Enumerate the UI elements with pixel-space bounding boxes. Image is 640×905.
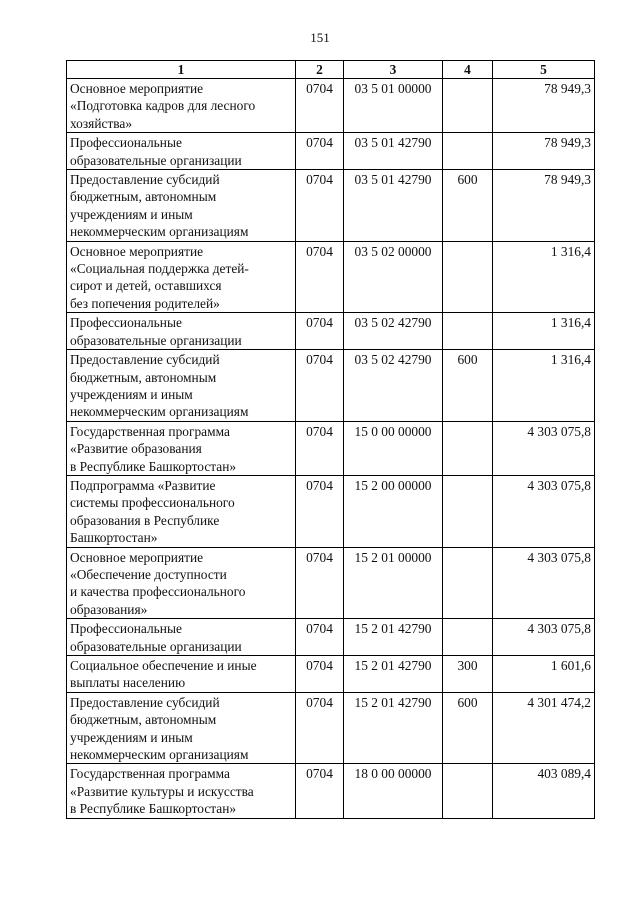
row-amount-cell: 4 303 075,8 — [493, 619, 595, 656]
row-type-cell — [443, 475, 493, 547]
table-row — [67, 764, 595, 818]
row-name-line: учреждениям и иным — [70, 729, 193, 745]
row-section-cell: 0704 — [296, 619, 344, 656]
row-name-line: Профессиональные — [70, 135, 182, 151]
row-amount-cell: 4 303 075,8 — [493, 421, 595, 475]
row-amount-cell: 1 316,4 — [493, 350, 595, 422]
row-name-line: бюджетным, автономным — [70, 712, 217, 728]
row-name-cell — [67, 619, 296, 656]
table-row — [67, 241, 595, 313]
table-body — [67, 79, 595, 819]
row-amount-cell: 78 949,3 — [493, 170, 595, 242]
row-amount-cell: 4 303 075,8 — [493, 547, 595, 619]
row-code-cell: 03 5 01 42790 — [344, 170, 443, 242]
row-amount-cell: 78 949,3 — [493, 79, 595, 133]
row-name-cell — [67, 692, 296, 764]
table-row — [67, 475, 595, 547]
row-name-line: образования в Республике — [70, 512, 220, 528]
row-name-line: Профессиональные — [70, 315, 182, 331]
row-type-cell — [443, 421, 493, 475]
row-code-cell: 03 5 02 42790 — [344, 313, 443, 350]
row-name-cell — [67, 79, 296, 133]
row-name-line: «Обеспечение доступности — [70, 566, 227, 582]
row-type-cell — [443, 547, 493, 619]
row-name-line: Государственная программа — [70, 766, 230, 782]
row-code-cell: 15 2 01 42790 — [344, 619, 443, 656]
row-section-cell: 0704 — [296, 547, 344, 619]
row-type-cell — [443, 313, 493, 350]
row-name-line: Профессиональные — [70, 621, 182, 637]
row-name-cell — [67, 241, 296, 313]
row-section-cell: 0704 — [296, 475, 344, 547]
row-section-cell: 0704 — [296, 656, 344, 693]
row-type-cell: 300 — [443, 656, 493, 693]
header-col-2: 2 — [296, 61, 344, 79]
row-name-line: бюджетным, автономным — [70, 369, 217, 385]
row-name-line: «Развитие культуры и искусства — [70, 783, 254, 799]
row-amount-cell: 1 316,4 — [493, 241, 595, 313]
row-name-line: сирот и детей, оставшихся — [70, 278, 222, 294]
row-name-line: образовательные организации — [70, 152, 242, 168]
row-name-line: Предоставление субсидий — [70, 172, 220, 188]
row-name-line: некоммерческим организациям — [70, 747, 249, 763]
row-name-line: без попечения родителей» — [70, 295, 220, 311]
row-section-cell: 0704 — [296, 421, 344, 475]
table-row — [67, 79, 595, 133]
row-name-cell — [67, 170, 296, 242]
row-amount-cell: 1 601,6 — [493, 656, 595, 693]
row-name-cell — [67, 421, 296, 475]
row-name-line: Предоставление субсидий — [70, 352, 220, 368]
table-row — [67, 692, 595, 764]
row-name-line: хозяйства» — [70, 115, 133, 131]
row-name-line: Основное мероприятие — [70, 243, 204, 259]
table-row — [67, 421, 595, 475]
row-code-cell: 03 5 01 00000 — [344, 79, 443, 133]
row-name-line: Предоставление субсидий — [70, 694, 220, 710]
row-amount-cell: 403 089,4 — [493, 764, 595, 818]
row-name-cell — [67, 313, 296, 350]
row-amount-cell: 78 949,3 — [493, 133, 595, 170]
header-col-1: 1 — [67, 61, 296, 79]
row-code-cell: 15 2 01 00000 — [344, 547, 443, 619]
row-name-line: образовательные организации — [70, 332, 242, 348]
table-row — [67, 619, 595, 656]
row-type-cell — [443, 133, 493, 170]
row-name-line: Основное мероприятие — [70, 81, 204, 96]
row-code-cell: 03 5 02 00000 — [344, 241, 443, 313]
row-name-line: в Республике Башкортостан» — [70, 458, 237, 474]
header-col-4: 4 — [443, 61, 493, 79]
table-row — [67, 133, 595, 170]
row-amount-cell: 4 301 474,2 — [493, 692, 595, 764]
row-type-cell: 600 — [443, 350, 493, 422]
header-col-5: 5 — [493, 61, 595, 79]
row-section-cell: 0704 — [296, 692, 344, 764]
row-name-line: Государственная программа — [70, 423, 230, 439]
table-row — [67, 350, 595, 422]
row-code-cell: 15 2 01 42790 — [344, 692, 443, 764]
row-name-line: и качества профессионального — [70, 584, 246, 600]
row-name-cell — [67, 475, 296, 547]
row-name-cell — [67, 350, 296, 422]
row-name-cell — [67, 764, 296, 818]
row-code-cell: 18 0 00 00000 — [344, 764, 443, 818]
row-section-cell: 0704 — [296, 133, 344, 170]
row-amount-cell: 4 303 075,8 — [493, 475, 595, 547]
row-name-line: бюджетным, автономным — [70, 189, 217, 205]
budget-table — [66, 60, 595, 819]
row-name-line: «Развитие образования — [70, 441, 202, 457]
row-name-line: системы профессионального — [70, 495, 235, 511]
table-row — [67, 313, 595, 350]
row-name-line: некоммерческим организациям — [70, 404, 249, 420]
page-number: 151 — [310, 30, 330, 45]
row-code-cell: 03 5 02 42790 — [344, 350, 443, 422]
row-section-cell: 0704 — [296, 170, 344, 242]
row-name-line: в Республике Башкортостан» — [70, 801, 237, 817]
row-amount-cell: 1 316,4 — [493, 313, 595, 350]
row-name-line: Социальное обеспечение и иные — [70, 658, 257, 673]
header-col-3: 3 — [344, 61, 443, 79]
row-name-line: учреждениям и иным — [70, 386, 193, 402]
row-name-line: учреждениям и иным — [70, 206, 193, 222]
row-type-cell: 600 — [443, 692, 493, 764]
row-type-cell: 600 — [443, 170, 493, 242]
row-code-cell: 15 2 00 00000 — [344, 475, 443, 547]
row-name-line: выплаты населению — [70, 675, 186, 691]
table-row — [67, 656, 595, 693]
row-code-cell: 15 2 01 42790 — [344, 656, 443, 693]
row-name-line: «Социальная поддержка детей- — [70, 261, 249, 277]
row-type-cell — [443, 241, 493, 313]
row-section-cell: 0704 — [296, 313, 344, 350]
row-name-line: образования» — [70, 601, 148, 617]
row-code-cell: 03 5 01 42790 — [344, 133, 443, 170]
table-row — [67, 547, 595, 619]
row-type-cell — [443, 79, 493, 133]
row-section-cell: 0704 — [296, 241, 344, 313]
row-code-cell: 15 0 00 00000 — [344, 421, 443, 475]
row-section-cell: 0704 — [296, 764, 344, 818]
row-name-line: образовательные организации — [70, 638, 242, 654]
row-name-line: Основное мероприятие — [70, 549, 204, 565]
row-name-cell — [67, 656, 296, 693]
row-name-line: «Подготовка кадров для лесного — [70, 98, 256, 114]
row-name-line: Подпрограмма «Развитие — [70, 477, 216, 493]
row-name-line: Башкортостан» — [70, 530, 158, 546]
table-row — [67, 170, 595, 242]
row-section-cell: 0704 — [296, 79, 344, 133]
row-type-cell — [443, 619, 493, 656]
row-section-cell: 0704 — [296, 350, 344, 422]
header-row — [67, 61, 595, 79]
row-name-cell — [67, 547, 296, 619]
row-name-line: некоммерческим организациям — [70, 224, 249, 240]
row-name-cell — [67, 133, 296, 170]
row-type-cell — [443, 764, 493, 818]
